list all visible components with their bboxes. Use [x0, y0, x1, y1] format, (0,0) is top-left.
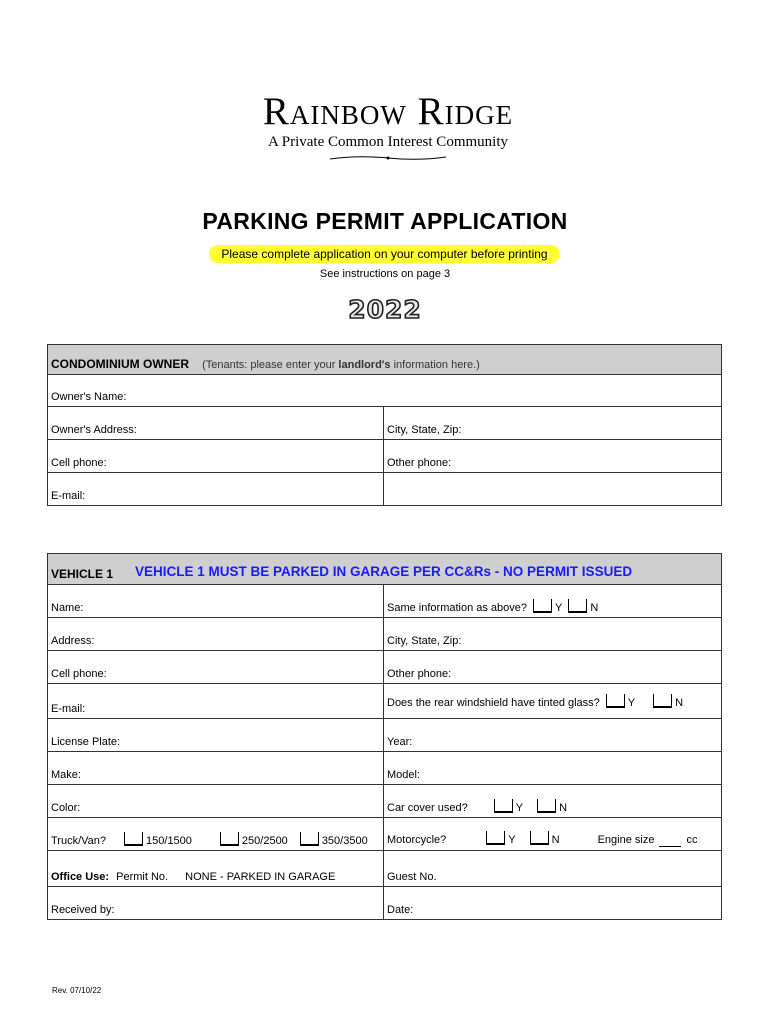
vehicle-year-field[interactable] [384, 719, 722, 752]
engine-unit-label: cc [686, 834, 698, 846]
vehicle-cell-field[interactable] [48, 651, 384, 684]
vehicle-warning: VEHICLE 1 MUST BE PARKED IN GARAGE PER CC&Rs - NO PERMIT ISSUED [135, 564, 633, 579]
truck-150-label: 150/1500 [146, 835, 192, 847]
vehicle-city-field[interactable] [384, 618, 722, 651]
owner-city-field[interactable] [384, 407, 722, 440]
engine-size-label: Engine size [597, 834, 655, 846]
motorcycle-yes-checkbox[interactable] [486, 831, 505, 845]
received-by-label: Received by: [51, 904, 115, 916]
owner-other-phone-field[interactable] [384, 440, 722, 473]
truck-250-checkbox[interactable] [220, 832, 239, 846]
vehicle-email-label: E-mail: [51, 703, 86, 715]
vehicle-section [47, 553, 722, 920]
license-plate-field[interactable] [48, 719, 384, 752]
vehicle-address-field[interactable] [48, 618, 384, 651]
car-cover-no-label: N [559, 802, 568, 814]
vehicle-model-field[interactable] [384, 752, 722, 785]
vehicle-year-label: Year: [387, 736, 413, 748]
received-by-field[interactable] [48, 887, 384, 920]
logo-swash-icon [328, 154, 448, 162]
guest-no-field[interactable] [384, 851, 722, 887]
vehicle-address-label: Address: [51, 635, 95, 647]
logo-subtitle: A Private Common Interest Community [268, 134, 508, 150]
logo-title: Rainbow Ridge [262, 90, 514, 133]
truck-van-field [48, 818, 384, 851]
owner-header-row [48, 345, 722, 375]
owner-blank-field[interactable] [384, 473, 722, 506]
tinted-yes-checkbox[interactable] [606, 694, 625, 708]
car-cover-yes-label: Y [515, 802, 524, 814]
tinted-glass-label: Does the rear windshield have tinted glass? [387, 696, 600, 709]
car-cover-label: Car cover used? [387, 802, 468, 814]
permit-label: Permit No. [116, 871, 169, 883]
vehicle-city-label: City, State, Zip: [387, 635, 462, 647]
tinted-glass-field [384, 684, 722, 719]
vehicle-other-phone-field[interactable] [384, 651, 722, 684]
community-logo [228, 92, 548, 162]
truck-350-checkbox[interactable] [300, 832, 319, 846]
truck-150-checkbox[interactable] [124, 832, 143, 846]
owner-cell-field[interactable] [48, 440, 384, 473]
vehicle-name-label: Name: [51, 602, 84, 614]
vehicle-email-field[interactable] [48, 684, 384, 719]
owner-name-label: Owner's Name: [51, 391, 127, 403]
instructions-note: See instructions on page 3 [319, 268, 451, 280]
permit-value: NONE - PARKED IN GARAGE [185, 871, 336, 883]
guest-no-label: Guest No. [387, 871, 437, 883]
owner-email-field[interactable] [48, 473, 384, 506]
owner-note-post: information here.) [390, 359, 480, 371]
motorcycle-field [384, 818, 722, 851]
owner-address-field[interactable] [48, 407, 384, 440]
truck-350-label: 350/3500 [321, 835, 368, 847]
same-info-yes-checkbox[interactable] [533, 599, 552, 613]
tinted-no-checkbox[interactable] [653, 694, 672, 708]
engine-size-input[interactable] [659, 834, 681, 847]
tinted-yes-label: Y [627, 696, 636, 709]
owner-name-field[interactable] [48, 375, 722, 407]
car-cover-yes-checkbox[interactable] [494, 799, 513, 813]
same-info-field [384, 585, 722, 618]
motorcycle-label: Motorcycle? [387, 834, 447, 846]
vehicle-color-field[interactable] [48, 785, 384, 818]
same-info-no-label: N [590, 602, 599, 614]
motorcycle-no-label: N [551, 834, 560, 846]
page-title: PARKING PERMIT APPLICATION [202, 208, 568, 234]
car-cover-no-checkbox[interactable] [537, 799, 556, 813]
owner-address-label: Owner's Address: [51, 424, 137, 436]
vehicle-other-phone-label: Other phone: [387, 668, 452, 680]
vehicle-make-label: Make: [51, 769, 81, 781]
office-use-label: Office Use: [51, 871, 110, 883]
owner-section [47, 344, 722, 506]
vehicle-model-label: Model: [387, 769, 421, 781]
vehicle-header-row [48, 554, 722, 585]
vehicle-color-label: Color: [51, 802, 81, 814]
owner-note-bold: landlord's [338, 359, 391, 371]
office-use-field [48, 851, 384, 887]
year-heading: 2022 [348, 295, 422, 324]
office-date-label: Date: [387, 904, 414, 916]
owner-city-label: City, State, Zip: [387, 424, 462, 436]
same-info-label: Same information as above? [387, 602, 528, 614]
owner-cell-label: Cell phone: [51, 457, 107, 469]
motorcycle-yes-label: Y [508, 834, 516, 846]
vehicle-name-field[interactable] [48, 585, 384, 618]
truck-250-label: 250/2500 [241, 835, 288, 847]
office-date-field[interactable] [384, 887, 722, 920]
tinted-no-label: N [675, 696, 684, 709]
same-info-yes-label: Y [555, 602, 563, 614]
same-info-no-checkbox[interactable] [568, 599, 587, 613]
highlight-note: Please complete application on your computer before printing [209, 245, 560, 263]
owner-email-label: E-mail: [51, 490, 86, 502]
owner-other-phone-label: Other phone: [387, 457, 452, 469]
owner-section-note [202, 359, 480, 371]
vehicle-section-title: VEHICLE 1 [51, 567, 114, 581]
vehicle-cell-label: Cell phone: [51, 668, 107, 680]
revision-note: Rev. 07/10/22 [52, 986, 102, 995]
car-cover-field [384, 785, 722, 818]
owner-note-pre: (Tenants: please enter your [202, 359, 339, 371]
vehicle-make-field[interactable] [48, 752, 384, 785]
motorcycle-no-checkbox[interactable] [530, 831, 549, 845]
owner-section-title: CONDOMINIUM OWNER [51, 357, 189, 371]
license-plate-label: License Plate: [51, 736, 121, 748]
truck-van-label: Truck/Van? [51, 835, 107, 847]
